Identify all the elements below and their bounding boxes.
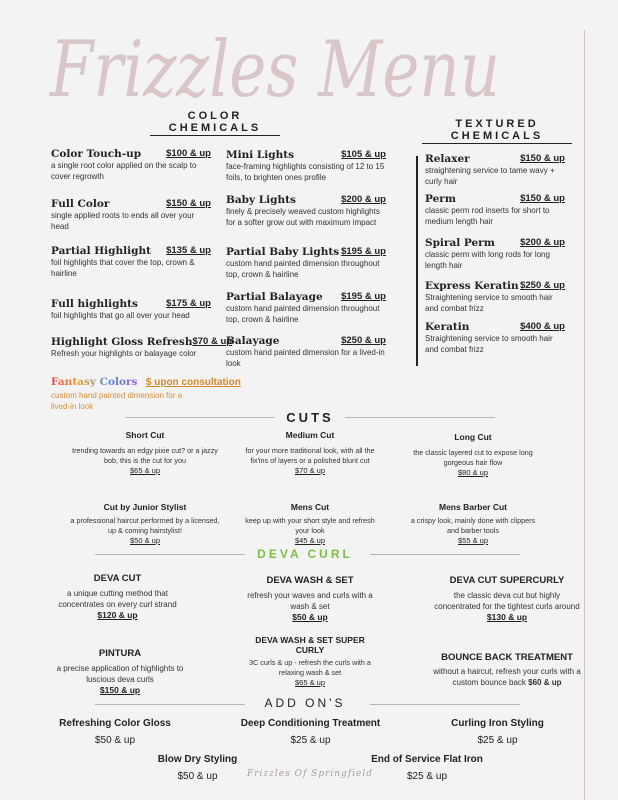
- service-name: Spiral Perm: [425, 237, 495, 249]
- deva-cut-supercurly: [432, 575, 582, 622]
- deva-desc: the classic deva cut but highly concentrated for the tightest curls around: [434, 591, 580, 611]
- service-price: $250 & up: [341, 335, 386, 346]
- service-full-highlights: [51, 298, 211, 321]
- service-spiral-perm: [425, 237, 565, 271]
- deva-name: DEVA CUT SUPERCURLY: [449, 575, 565, 586]
- cut-price: $45 & up: [294, 536, 326, 545]
- deva-desc: without a haircut, refresh your curls with a custom bounce back: [433, 667, 581, 687]
- deva-price: $120 & up: [97, 610, 138, 620]
- deva-name: DEVA CUT: [93, 573, 142, 584]
- deva-name: BOUNCE BACK TREATMENT: [441, 652, 573, 663]
- service-fantasy-colors: [51, 372, 251, 412]
- cut-long: [408, 432, 538, 477]
- divider: [370, 704, 520, 705]
- service-name: Perm: [425, 193, 456, 205]
- service-price: $195 & up: [341, 291, 386, 302]
- service-partial-balayage: [226, 291, 386, 325]
- deva-price: $65 & up: [294, 678, 326, 687]
- service-desc: classic perm rod inserts for short to medium length hair: [425, 206, 550, 226]
- service-price: $400 & up: [520, 321, 565, 332]
- service-name: Color Touch-up: [51, 148, 142, 160]
- addon-price: $25 & up: [477, 735, 518, 746]
- addon-name: Blow Dry Styling: [157, 754, 238, 765]
- addon-price: $50 & up: [177, 771, 218, 782]
- cut-desc: for your more traditional look, with all the fix'ins of layers or a polished blunt cut: [245, 446, 375, 465]
- service-name: Mini Lights: [226, 149, 294, 161]
- service-relaxer: [425, 153, 565, 187]
- cut-desc: the classic layered cut to expose long gorgeous hair flow: [413, 448, 533, 467]
- service-express-keratin: [425, 280, 565, 314]
- service-price: $175 & up: [166, 298, 211, 309]
- service-desc: Refresh your highlights or balayage color: [51, 349, 197, 358]
- textured-divider-bar: [416, 156, 418, 366]
- service-desc: Straightening service to smooth hair and combat frizz: [425, 293, 553, 313]
- service-name: Highlight Gloss Refresh: [51, 336, 193, 348]
- deva-desc: refresh your waves and curls with a wash & set: [247, 591, 373, 611]
- cut-price: $65 & up: [129, 466, 161, 475]
- service-name: Partial Balayage: [226, 291, 323, 303]
- service-color-touchup: [51, 148, 211, 182]
- service-desc: custom hand painted dimension throughout top, crown & hairline: [226, 304, 380, 324]
- cut-price: $55 & up: [457, 536, 489, 545]
- service-price: $200 & up: [520, 237, 565, 248]
- cut-name: Medium Cut: [285, 430, 335, 440]
- service-name: Express Keratin: [425, 280, 519, 292]
- cut-name: Mens Cut: [290, 502, 330, 512]
- service-desc: classic perm with long rods for long length hair: [425, 250, 550, 270]
- divider: [370, 554, 520, 555]
- service-desc: face-framing highlights consisting of 12 to 15 foils, to brighten ones profile: [226, 162, 385, 182]
- deva-price: $130 & up: [486, 612, 528, 622]
- service-price: $195 & up: [341, 246, 386, 257]
- service-price: $105 & up: [341, 149, 386, 160]
- deva-cut: [45, 573, 190, 620]
- service-price: $150 & up: [520, 193, 565, 204]
- service-price: $135 & up: [166, 245, 211, 256]
- cut-desc: a crispy look, mainly done with clippers and barber tools: [410, 516, 536, 535]
- deva-desc: a unique cutting method that concentrates on every curl strand: [58, 589, 177, 609]
- cut-medium: [240, 430, 380, 475]
- service-mini-lights: [226, 149, 386, 183]
- deva-wash-set: [240, 575, 380, 622]
- textured-chemicals-heading: TEXTURED CHEMICALS: [422, 118, 572, 144]
- service-desc: a single root color applied on the scalp to cover regrowth: [51, 161, 197, 181]
- cut-price: $80 & up: [457, 468, 489, 477]
- cuts-heading: CUTS: [286, 410, 334, 425]
- deva-name: DEVA WASH & SET: [266, 575, 354, 586]
- addon-price: $25 & up: [406, 771, 448, 782]
- deva-price: $150 & up: [99, 685, 141, 695]
- cut-mens: [240, 502, 380, 545]
- addon-name: Deep Conditioning Treatment: [240, 718, 381, 729]
- service-price: $150 & up: [166, 198, 211, 209]
- svg-text:Frizzles Menu: Frizzles Menu: [48, 25, 501, 114]
- cut-desc: trending towards an edgy pixie cut? or a jazzy bob, this is the cut for you: [72, 446, 218, 465]
- cut-mens-barber: [408, 502, 538, 545]
- cut-name: Mens Barber Cut: [438, 502, 507, 512]
- footer-signature: Frizzles Of Springfield: [246, 769, 373, 779]
- cut-short: [70, 430, 220, 475]
- service-name: Relaxer: [425, 153, 470, 165]
- service-perm: [425, 193, 565, 227]
- service-partial-baby-lights: [226, 246, 386, 280]
- divider: [345, 417, 495, 418]
- service-desc: custom hand painted dimension for a lived-in look: [226, 348, 385, 368]
- service-balayage: [226, 335, 386, 369]
- addon-price: $25 & up: [290, 735, 331, 746]
- service-name: Fantasy Colors: [51, 376, 138, 388]
- service-desc: finely & precisely weaved custom highlights for a softer grow out with maximum impact: [226, 207, 380, 227]
- service-price: $150 & up: [520, 153, 565, 164]
- cut-name: Short Cut: [125, 430, 165, 440]
- service-highlight-gloss-refresh: [51, 336, 233, 359]
- cut-junior-stylist: [70, 502, 220, 545]
- service-price: $70 & up: [192, 336, 233, 347]
- page-border-line: [584, 30, 585, 800]
- service-desc: straightening service to tame wavy + curly hair: [425, 166, 555, 186]
- divider: [95, 704, 245, 705]
- deva-bounce-back-treatment: [432, 652, 582, 688]
- service-name: Full highlights: [51, 298, 138, 310]
- addon-name: Curling Iron Styling: [451, 718, 544, 729]
- service-desc: foil highlights that cover the top, crown & hairline: [51, 258, 195, 278]
- cut-name: Cut by Junior Stylist: [103, 502, 187, 512]
- service-desc: custom hand painted dimension throughout top, crown & hairline: [226, 259, 380, 279]
- service-keratin: [425, 321, 565, 355]
- divider: [95, 554, 245, 555]
- service-desc: foil highlights that go all over your head: [51, 311, 190, 320]
- addon-name: End of Service Flat Iron: [371, 754, 483, 765]
- menu-title: [40, 4, 510, 114]
- deva-curl-heading: DEVA CURL: [257, 547, 353, 561]
- cut-desc: a professional haircut performed by a licensed, up & coming hairstylist!: [70, 516, 220, 535]
- addon-name: Refreshing Color Gloss: [59, 718, 171, 729]
- cut-desc: keep up with your short style and refresh your look: [245, 516, 375, 535]
- addon-curling-iron-styling: [425, 718, 570, 746]
- service-price: $ upon consultation: [145, 377, 241, 388]
- add-ons-heading: ADD ON'S: [264, 696, 346, 710]
- service-price: $250 & up: [520, 280, 565, 291]
- divider: [125, 417, 275, 418]
- service-name: Keratin: [425, 321, 470, 333]
- service-full-color: [51, 198, 211, 232]
- service-desc: Straightening service to smooth hair and combat frizz: [425, 334, 553, 354]
- deva-name: DEVA WASH & SET SUPER CURLY: [255, 635, 365, 655]
- addon-price: $50 & up: [94, 735, 136, 746]
- service-desc: custom hand painted dimension for a lived-in look: [51, 391, 183, 411]
- color-chemicals-heading: COLOR CHEMICALS: [150, 110, 280, 136]
- service-price: $100 & up: [166, 148, 211, 159]
- deva-desc: 3C curls & up - refresh the curls with a relaxing wash & set: [249, 658, 371, 677]
- service-name: Baby Lights: [226, 194, 296, 206]
- addon-deep-conditioning: [228, 718, 393, 746]
- deva-wash-set-super-curly: [240, 635, 380, 687]
- cut-price: $50 & up: [129, 536, 161, 545]
- cut-name: Long Cut: [454, 432, 492, 442]
- deva-price: $60 & up: [528, 678, 562, 687]
- cut-price: $70 & up: [294, 466, 326, 475]
- deva-desc: a precise application of highlights to luscious deva curls: [56, 664, 184, 684]
- service-partial-highlight: [51, 245, 211, 279]
- deva-price: $50 & up: [292, 612, 328, 622]
- service-name: Full Color: [51, 198, 110, 210]
- service-name: Partial Baby Lights: [226, 246, 340, 258]
- deva-name: PINTURA: [98, 648, 142, 659]
- service-name: Balayage: [226, 335, 280, 347]
- deva-pintura: [45, 648, 195, 695]
- service-price: $200 & up: [341, 194, 386, 205]
- service-baby-lights: [226, 194, 386, 228]
- service-name: Partial Highlight: [51, 245, 151, 257]
- service-desc: single applied roots to ends all over your head: [51, 211, 195, 231]
- addon-refreshing-color-gloss: [40, 718, 190, 746]
